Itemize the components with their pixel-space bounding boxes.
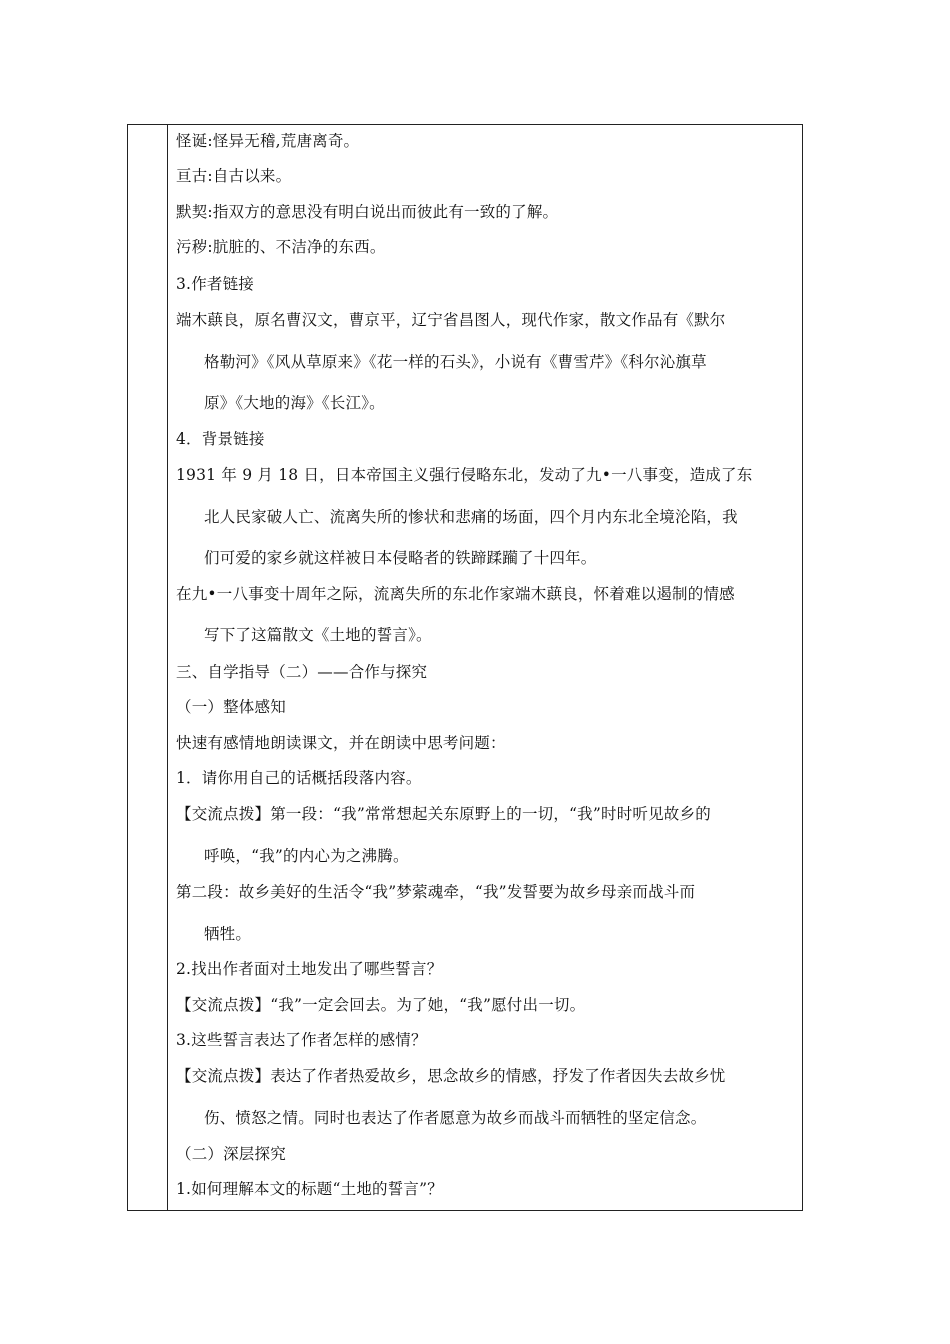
text-line: 2.找出作者面对土地发出了哪些誓言？: [176, 960, 443, 978]
text-line: 污秽:肮脏的、不洁净的东西。: [176, 238, 386, 256]
text-line: 快速有感情地朗读课文，并在朗读中思考问题：: [176, 734, 506, 752]
text-line: 呼唤，“我”的内心为之沸腾。: [204, 847, 409, 865]
document-table: [127, 124, 803, 1211]
text-line: 写下了这篇散文《土地的誓言》。: [204, 626, 432, 644]
section-heading: 三、自学指导（二）——合作与探究: [176, 663, 428, 681]
text-line: 第二段：故乡美好的生活令“我”梦萦魂牵，“我”发誓要为故乡母亲而战斗而: [176, 883, 696, 901]
text-line: 默契:指双方的意思没有明白说出而彼此有一致的了解。: [176, 203, 559, 221]
text-line: 1．请你用自己的话概括段落内容。: [176, 769, 422, 787]
text-line: 格勒河》《风从草原来》《花一样的石头》，小说有《曹雪芹》《科尔沁旗草: [204, 353, 707, 371]
text-line: 亘古:自古以来。: [176, 167, 292, 185]
section-heading: （一）整体感知: [176, 698, 286, 716]
section-heading: 3.作者链接: [176, 275, 254, 293]
section-heading: （二）深层探究: [176, 1145, 286, 1163]
text-line: 原》《大地的海》《长江》。: [204, 394, 385, 412]
text-line: 【交流点拨】表达了作者热爱故乡，思念故乡的情感，抒发了作者因失去故乡忧: [176, 1067, 726, 1085]
text-line: 【交流点拨】“我”一定会回去。为了她，“我”愿付出一切。: [176, 996, 586, 1014]
section-heading: 4．背景链接: [176, 430, 265, 448]
text-line: 1931 年 9 月 18 日，日本帝国主义强行侵略东北，发动了九•一八事变，造成了东: [176, 466, 753, 484]
text-line: 1.如何理解本文的标题“土地的誓言”？: [176, 1180, 443, 1198]
text-line: 伤、愤怒之情。同时也表达了作者愿意为故乡而战斗而牺牲的坚定信念。: [204, 1109, 707, 1127]
text-line: 3.这些誓言表达了作者怎样的感情？: [176, 1031, 427, 1049]
text-line: 怪诞:怪异无稽,荒唐离奇。: [176, 132, 360, 150]
table-left-column: [128, 125, 168, 1210]
text-line: 端木蕻良，原名曹汉文，曹京平，辽宁省昌图人，现代作家，散文作品有《默尔: [176, 311, 726, 329]
text-line: 牺牲。: [204, 925, 252, 943]
text-line: 在九•一八事变十周年之际，流离失所的东北作家端木蕻良，怀着难以遏制的情感: [176, 585, 735, 603]
text-line: 【交流点拨】第一段：“我”常常想起关东原野上的一切，“我”时时听见故乡的: [176, 805, 711, 823]
text-line: 们可爱的家乡就这样被日本侵略者的铁蹄蹂躏了十四年。: [204, 549, 597, 567]
text-line: 北人民家破人亡、流离失所的惨状和悲痛的场面，四个月内东北全境沦陷，我: [204, 508, 738, 526]
